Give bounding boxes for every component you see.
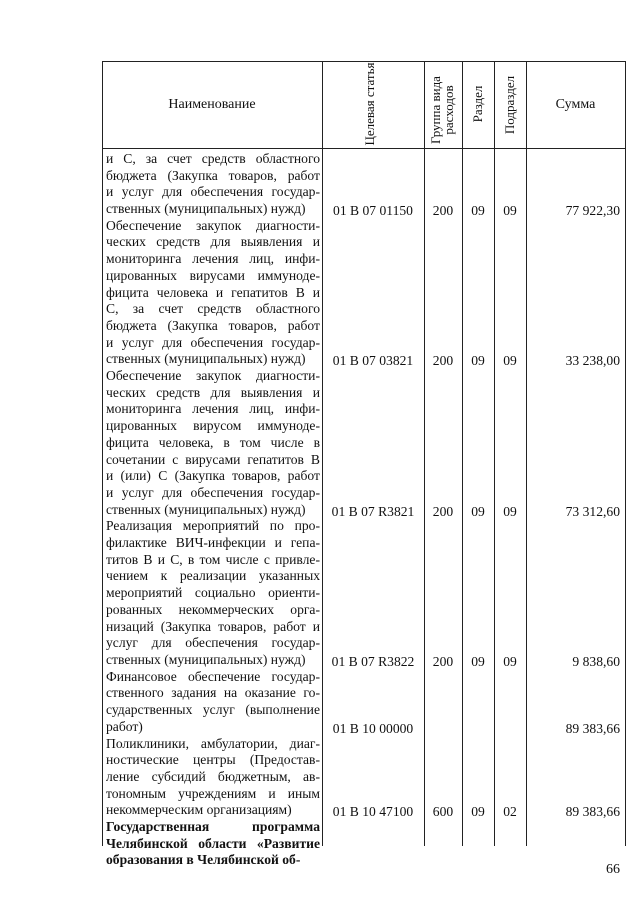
row-section: 09: [471, 503, 485, 519]
row-sum: 89 383,66: [565, 720, 620, 736]
row-name-line: Финансовое обеспечение государ-: [106, 668, 320, 684]
row-sum: 33 238,00: [565, 353, 620, 369]
row-name-line: цированных вирусом иммуноде-: [106, 418, 320, 434]
row-target-code: 01 В 07 03821: [332, 353, 414, 369]
row-sum: 9 838,60: [572, 654, 620, 669]
row-name-line: ственных (муниципальных) нужд): [106, 351, 306, 367]
row-target-code: 01 В 07 R3822: [331, 654, 415, 669]
row-name-line: чением к реализации указанных: [106, 568, 320, 584]
row-name-line: некоммерческим организациям): [106, 802, 292, 818]
row-name-line: фицита человека, в том числе в: [106, 434, 320, 450]
row-name-line: Реализация мероприятий по про-: [106, 518, 320, 534]
row-name-line: титов В и С, в том числе с привле-: [106, 551, 320, 567]
column-divider: [462, 61, 463, 846]
row-name-line: ственных (муниципальных) нужд): [106, 201, 306, 217]
row-name-line: Поликлиники, амбулатории, диаг-: [106, 735, 320, 751]
header-subsection-text: Подраздел: [502, 75, 517, 135]
row-group: 600: [432, 804, 454, 820]
row-name: [106, 669, 320, 736]
row-name-line: бюджета (Закупка товаров, работ: [106, 167, 320, 183]
row-target-code: 01 В 07 R3821: [331, 503, 415, 519]
row-name-line: мониторинга лечения лиц, инфи-: [106, 251, 320, 267]
row-sum: 77 922,30: [565, 203, 620, 219]
column-divider: [322, 61, 323, 846]
header-target-text: Целевая статья: [362, 62, 377, 146]
row-name-line: ственных (муниципальных) нужд): [106, 651, 306, 667]
header-target: [363, 60, 383, 148]
row-name-line: мероприятий социально ориенти-: [106, 585, 320, 601]
row-subsection: 09: [503, 203, 517, 219]
row-group: 200: [432, 203, 454, 219]
row-subsection: 09: [503, 353, 517, 369]
row-name-line: ностические центры (Предостав-: [106, 752, 320, 768]
row-name-line: Обеспечение закупок диагности-: [106, 368, 320, 384]
row-name-line: и С, за счет средств областного: [106, 151, 320, 166]
row-name-line: бюджета (Закупка товаров, работ: [106, 317, 320, 333]
header-name: Наименование: [168, 96, 256, 112]
row-name-line: С, за счет средств областного: [106, 301, 320, 317]
row-name-line: сочетании с вирусами гепатитов В: [106, 451, 320, 467]
row-name-line: ческих средств для выявления и: [106, 234, 320, 250]
budget-table: [102, 61, 626, 868]
row-name-line: образования в Челябинской об-: [106, 852, 301, 868]
header-section: [471, 74, 485, 134]
row-section: 09: [471, 353, 485, 369]
row-name-line: Обеспечение закупок диагности-: [106, 217, 320, 233]
row-name-line: Челябинской области «Развитие: [106, 835, 320, 851]
row-name-line: ственных (муниципальных) нужд): [106, 501, 306, 517]
row-subsection: 02: [503, 804, 517, 820]
row-name-line: и (или) С (Закупка товаров, работ: [106, 468, 320, 484]
header-section-text: Раздел: [470, 85, 485, 123]
row-subsection: 09: [503, 654, 517, 669]
header-subsection: [503, 67, 517, 143]
row-name-line: и услуг для обеспечения государ-: [106, 184, 320, 200]
row-name-line: Государственная программа: [106, 819, 320, 834]
column-divider: [424, 61, 425, 846]
row-name: [106, 819, 320, 869]
header-sum: Сумма: [555, 96, 596, 112]
row-group: 200: [432, 503, 454, 519]
row-name-line: работ): [106, 718, 143, 734]
row-section: 09: [471, 654, 485, 669]
row-name-line: ческих средств для выявления и: [106, 384, 320, 400]
row-name-line: рованных некоммерческих орга-: [106, 601, 320, 617]
row-name: [106, 736, 320, 819]
row-section: 09: [471, 203, 485, 219]
row-name-line: цированных вирусами иммуноде-: [106, 267, 320, 283]
row-name-line: филактике ВИЧ-инфекции и гепа-: [106, 535, 320, 551]
table-border-left: [102, 61, 103, 846]
row-name: [106, 151, 320, 218]
header-group: [429, 66, 457, 154]
row-section: 09: [471, 804, 485, 820]
column-divider: [494, 61, 495, 846]
row-name-line: фицита человека и гепатитов В и: [106, 284, 320, 300]
table-border-right: [625, 61, 626, 846]
row-group: 200: [432, 654, 454, 669]
row-target-code: 01 В 10 00000: [332, 720, 414, 736]
row-target-code: 01 В 10 47100: [332, 804, 414, 820]
row-name: [106, 218, 320, 368]
header-sum-cell: [526, 61, 625, 148]
row-name-line: тономным учреждениям и иным: [106, 785, 320, 801]
row-sum: 89 383,66: [565, 804, 620, 820]
row-name-line: сударственных услуг (выполнение: [106, 702, 320, 718]
row-name-line: услуг для обеспечения государ-: [106, 635, 320, 651]
row-sum: 73 312,60: [565, 503, 620, 519]
row-name-line: низаций (Закупка товаров, работ и: [106, 618, 320, 634]
row-name-line: мониторинга лечения лиц, инфи-: [106, 401, 320, 417]
row-name: [106, 518, 320, 668]
row-subsection: 09: [503, 503, 517, 519]
header-group-text: Группа вида расходов: [428, 76, 456, 144]
row-name-line: ственного задания на оказание го-: [106, 685, 320, 701]
row-name-line: ление субсидий бюджетным, ав-: [106, 768, 320, 784]
row-name-line: и услуг для обеспечения государ-: [106, 334, 320, 350]
row-group: 200: [432, 353, 454, 369]
header-divider: [102, 148, 626, 149]
header-name-cell: [102, 61, 322, 148]
row-name-line: и услуг для обеспечения государ-: [106, 484, 320, 500]
row-target-code: 01 В 07 01150: [333, 203, 413, 219]
row-name: [106, 368, 320, 518]
page-number: 66: [606, 862, 620, 877]
